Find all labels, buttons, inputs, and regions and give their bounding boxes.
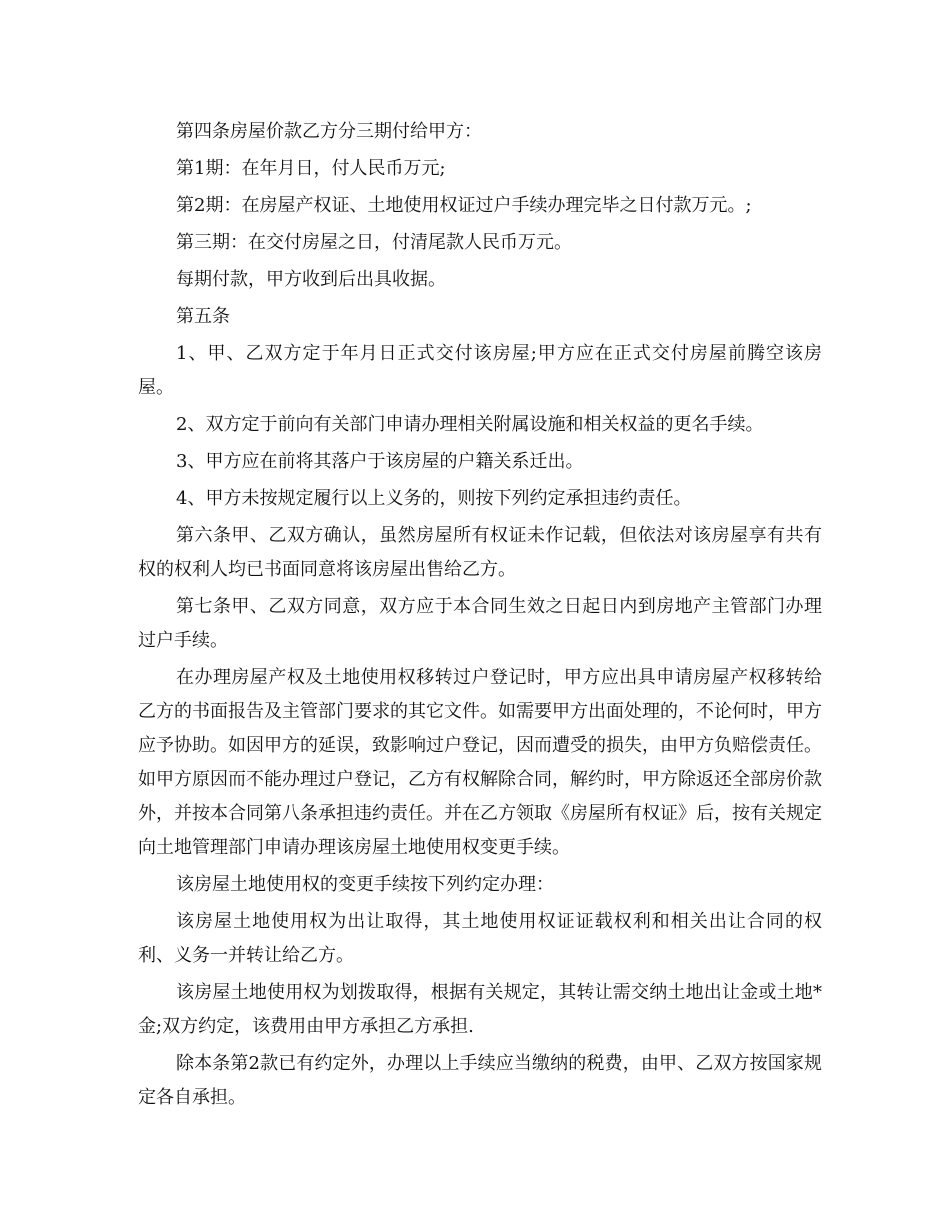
paragraph-transfer-registration: 在办理房屋产权及土地使用权移转过户登记时，甲方应出具申请房屋产权移转给乙方的书面报告及主管部门要求的其它文件。如需要甲方出面处理的，不论何时，甲方应予协助。如因甲方的延误，致影响过户登记，因而遭受的损失，由甲方负赔偿责任。如甲方原因而不能办理过户登记，乙方有权解除合同，解约时，甲方除返还全部房价款外，并按本合同第八条承担违约责任。并在乙方领取《房屋所有权证》后，按有关规定向土地管理部门申请办理该房屋土地使用权变更手续。 [138,667,822,858]
paragraph-article-4: 第四条房屋价款乙方分三期付给甲方： [176,121,482,142]
paragraph-installment-3: 第三期：在交付房屋之日，付清尾款人民币万元。 [176,232,572,253]
paragraph-land-use-transfer: 该房屋土地使用权为出让取得，其土地使用权证证载权利和相关出让合同的权利、义务一并转让给乙方。 [138,911,822,966]
paragraph-taxes: 除本条第2款已有约定外，办理以上手续应当缴纳的税费，由甲、乙双方按国家规定各自承担。 [138,1053,822,1108]
paragraph-article-5-item-3: 3、甲方应在前将其落户于该房屋的户籍关系迁出。 [176,451,584,472]
paragraph-article-5-item-1: 1、甲、乙双方定于年月日正式交付该房屋;甲方应在正式交付房屋前腾空该房屋。 [138,343,822,398]
paragraph-installment-1: 第1期：在年月日，付人民币万元; [176,158,446,179]
paragraph-article-5-item-2: 2、双方定于前向有关部门申请办理相关附属设施和相关权益的更名手续。 [176,414,764,435]
paragraph-article-5-item-4: 4、甲方未按规定履行以上义务的，则按下列约定承担违约责任。 [176,488,692,509]
document-body [138,115,822,1118]
paragraph-installment-2: 第2期：在房屋产权证、土地使用权证过户手续办理完毕之日付款万元。; [176,195,752,216]
paragraph-receipt: 每期付款，甲方收到后出具收据。 [176,269,446,290]
paragraph-land-use-allocation: 该房屋土地使用权为划拨取得，根据有关规定，其转让需交纳土地出让金或土地*金;双方约定，该费用由甲方承担乙方承担. [138,982,822,1037]
paragraph-article-5-heading: 第五条 [176,306,230,327]
paragraph-article-6: 第六条甲、乙双方确认，虽然房屋所有权证未作记载，但依法对该房屋享有共有权的权利人均已书面同意将该房屋出售给乙方。 [138,525,822,580]
paragraph-land-use-change: 该房屋土地使用权的变更手续按下列约定办理： [176,874,554,895]
paragraph-article-7: 第七条甲、乙双方同意，双方应于本合同生效之日起日内到房地产主管部门办理过户手续。 [138,596,822,651]
